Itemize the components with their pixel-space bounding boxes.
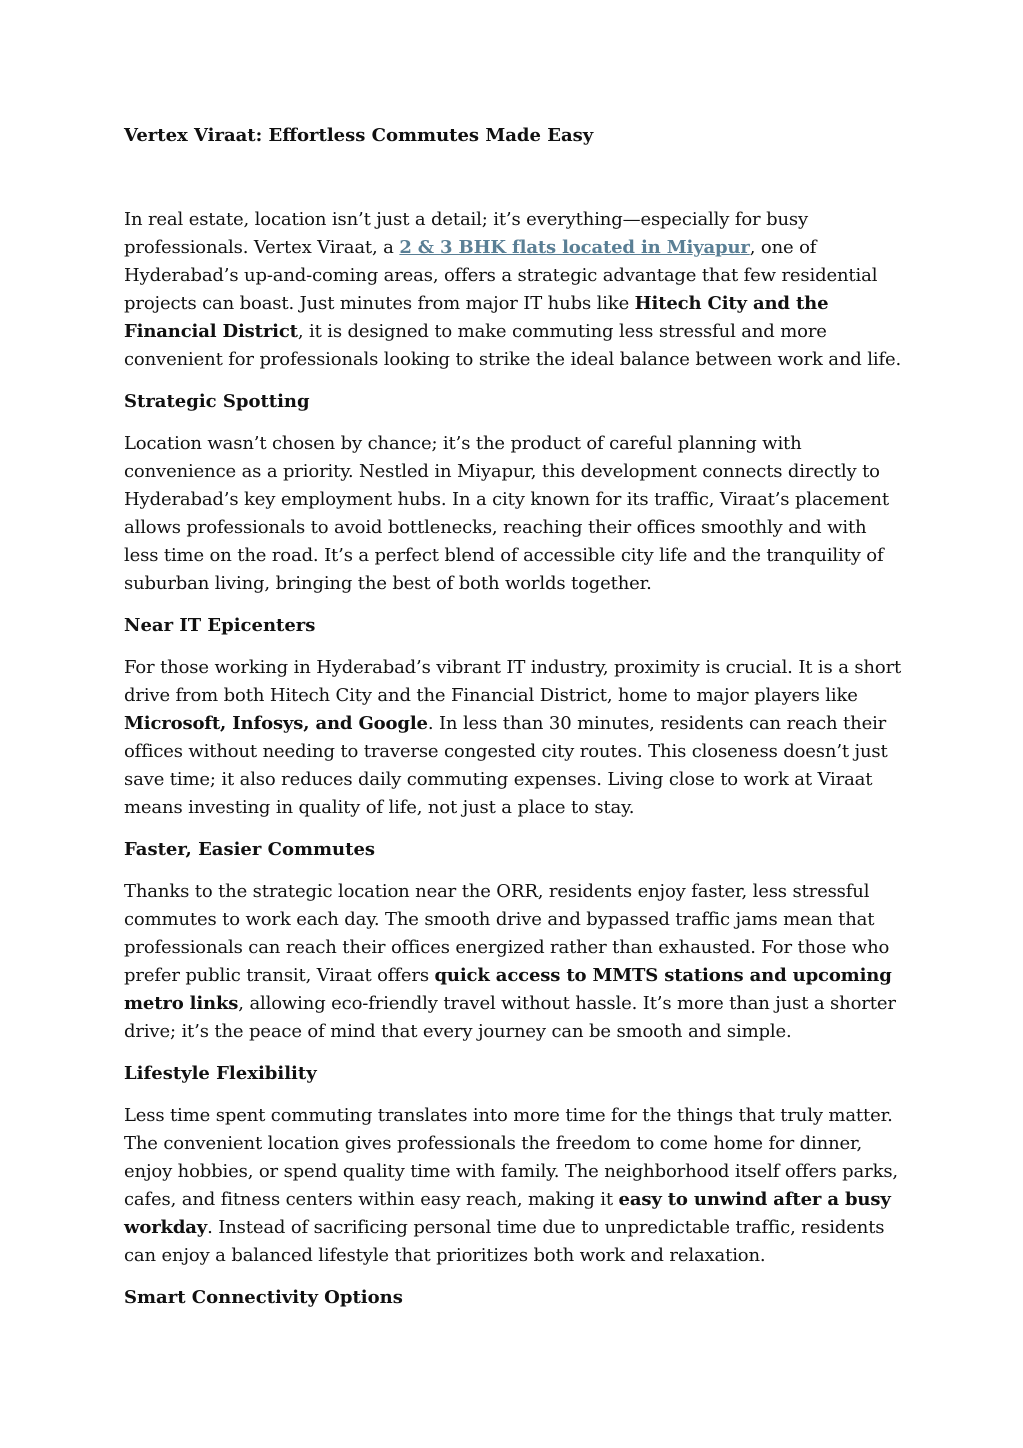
document-page [124, 122, 904, 1326]
heading-smart-connectivity: Smart Connectivity Options [124, 1287, 403, 1308]
lifestyle-bold-1: easy to unwind after a busy workday [124, 1189, 891, 1238]
it-text-1: For those working in Hyderabad’s vibrant IT industry, proximity is crucial. It is a short drive from both Hitech City and the Financial District, home to major players like [124, 657, 902, 706]
heading-lifestyle-flexibility: Lifestyle Flexibility [124, 1063, 317, 1084]
commute-bold-1: quick access to MMTS stations and upcoming metro links [124, 965, 892, 1014]
paragraph-lifestyle-flexibility [124, 1102, 904, 1270]
intro-bold-1: Hitech City and the Financial District [124, 293, 829, 342]
heading-near-it-epicenters: Near IT Epicenters [124, 615, 316, 636]
commute-text-2: , allowing eco-friendly travel without hassle. It’s more than just a shorter drive; it’s the peace of mind that every journey can be smooth and simple. [124, 993, 896, 1042]
flats-miyapur-link[interactable]: 2 & 3 BHK flats located in Miyapur [399, 237, 750, 258]
intro-text-3: , it is designed to make commuting less stressful and more convenient for professionals looking to strike the ideal balance between work and life. [124, 321, 902, 370]
intro-text-1: In real estate, location isn’t just a detail; it’s everything—especially for busy professionals. Vertex Viraat, a [124, 209, 808, 258]
it-text-2: . In less than 30 minutes, residents can reach their offices without needing to traverse congested city routes. This closeness doesn’t just save time; it also reduces daily commuting expenses. Living close to work at Viraat means investing in quality of life, not just a place to stay. [124, 713, 888, 818]
paragraph-strategic-spotting: Location wasn’t chosen by chance; it’s the product of careful planning with convenience as a priority. Nestled in Miyapur, this development connects directly to Hyderabad’s key employment hubs. In a city known for its traffic, Viraat’s placement allows professionals to avoid bottlenecks, reaching their offices smoothly and with less time on the road. It’s a perfect blend of accessible city life and the tranquility of suburban living, bringing the best of both worlds together. [124, 433, 889, 594]
heading-faster-commutes: Faster, Easier Commutes [124, 839, 376, 860]
lifestyle-text-2: . Instead of sacrificing personal time due to unpredictable traffic, residents can enjoy a balanced lifestyle that prioritizes both work and relaxation. [124, 1217, 885, 1266]
intro-text-2: , one of Hyderabad’s up-and-coming areas, offers a strategic advantage that few residential projects can boast. Just minutes from major IT hubs like [124, 237, 878, 314]
commute-text-1: Thanks to the strategic location near the ORR, residents enjoy faster, less stressful commutes to work each day. The smooth drive and bypassed traffic jams mean that professionals can reach their offices energized rather than exhausted. For those who prefer public transit, Viraat offers [124, 881, 890, 986]
intro-paragraph [124, 206, 904, 374]
it-bold-1: Microsoft, Infosys, and Google [124, 713, 428, 734]
lifestyle-text-1: Less time spent commuting translates into more time for the things that truly matter. The convenient location gives professionals the freedom to come home for dinner, enjoy hobbies, or spend quality time with family. The neighborhood itself offers parks, cafes, and fitness centers within easy reach, making it [124, 1105, 898, 1210]
document-title: Vertex Viraat: Effortless Commutes Made Easy [124, 125, 594, 146]
paragraph-faster-commutes [124, 878, 904, 1046]
heading-strategic-spotting: Strategic Spotting [124, 391, 310, 412]
paragraph-near-it-epicenters [124, 654, 904, 822]
